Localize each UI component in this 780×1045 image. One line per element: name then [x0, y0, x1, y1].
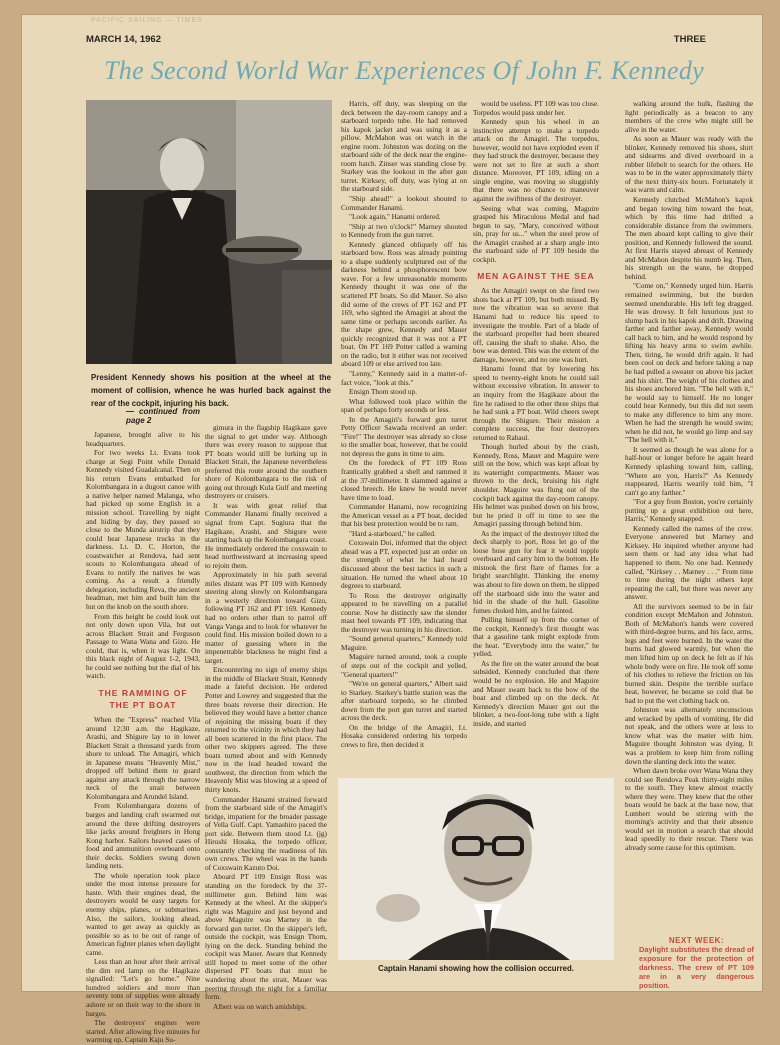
paragraph: As the fire on the water around the boat subsided, Kennedy concluded that there would be no explosion. He and Maguire and Mauer swam back to the bow of the boat and climbed up on the deck. At Kennedy's direction Mauer got out the blinker, a two-foot-long tube with a light inside, and started [473, 658, 599, 728]
paragraph: The destroyers' engines were started. After allowing five minutes for warming up, Captain Kaju Su- [86, 1018, 200, 1045]
paragraph: Encountering no sign of enemy ships in the middle of Blackett Strait, Kennedy made a fateful decision. He ordered Potter and Lowrey and suggested that the three boats reverse their direction. He believed they would have a better chance of rejoining the missing boats if they returned to the vicinity in which they had all been scattered in the first place. The other two skippers agreed. The three boats turned about and with Kennedy now in the lead headed toward the southwest, the direction from which the Heavenly Mist was blowing at a speed of thirty knots. [205, 665, 327, 794]
next-week-heading: NEXT WEEK: [668, 936, 725, 945]
paragraph: The whole operation took place under the most intense pressure for haste. With their engines dead, the destroyers would be easy targets for enemy ships, planes, or submarines. Also, the sailors, looking ahead, wanted to get away as quickly as possible so as to be out of range of American fighter planes when daylight came. [86, 870, 200, 957]
paragraph: In the Amagiri's forward gun turret Petty Officer Sawada received an order: "Fire!" The destroyer was already so close to the smaller boat, however, that he could not depress the guns in time to aim. [341, 414, 467, 458]
paragraph: Japanese, brought alive to his headquarters. [86, 430, 200, 448]
paragraph: All the survivors seemed to be in fair condition except McMahon and Johnston. Both of McMahon's hands were covered with third-degree burns, and his face, arms, legs and feet were burned. In the water the burns had glowed warmly, but when the men lifted him up on deck he felt as if his whole body were on fire. He took off some of his clothes to relieve the friction on his burned skin. Despite the terrible surface heat, however, he became so cold that he had to put the wet clothing back on. [625, 601, 753, 705]
paragraph: "Come on," Kennedy urged him. Harris remained swimming, but the burden seemed unendurable. His left leg dragged. He was drowsy. It felt luxurious just to slump back in his kapok and drift. Drawing farther and farther away, Kennedy would call back to him, and he would respond by lifting his heavy arms to swim awhile. Then, tiring, he would drift again. It had been cool on deck and before taking a nap he had pulled a sweater on above his jacket and his shirt. The weight of his clothes and his shoes anchored him. "The hell with it," he would say to himself. He no longer could hear Kennedy, but this did not seem to make any difference to him any more. When he had the strength he would swim; when he did not, he would go limp and say "The hell with it." [625, 281, 753, 445]
paragraph: As the impact of the destroyer tilted the deck sharply to port, Ross let go of the loose hose gun for fear it would topple overboard and carry him to the bottom. He mistook the first flare of flames for a bright searchlight. Thinking the enemy was about to fire down on them, he slipped off the starboard side into the water and hid in the shade of the hull. Gasoline fumes choked him, and he fainted. [473, 528, 599, 615]
paragraph: Harris, off duty, was sleeping on the deck between the day-room canopy and a starboard torpedo tube. He had removed his kapok jacket and was using it as a pillow. McMahon was on watch in the engine room. Johnston was dozing on the starboard side of the deck near the engine-room hatch. Zinser was standing close by. Starkey was the lookout in the after gun turret. Kirksey, off duty, was lying at on the starboard side. [341, 99, 467, 194]
photo-bottom-caption: Captain Hanami showing how the collision occurred. [378, 964, 574, 973]
article-column-2 [205, 423, 327, 1011]
paragraph: As the Amagiri swept on she fired two shots back at PT 109, but both missed. By now the vibration was so severe that Hanami had to reduce his speed to investigate the trouble. Part of a blade of the starboard propeller had been sheared off, causing the shaft to shake. Also, the bow was dented. This was the extent of the damage, however, and no one was hurt. [473, 286, 599, 364]
paragraph: would be useless. PT 109 was too close. Torpedos would pass under her. [473, 99, 599, 117]
paragraph: On the foredeck of PT 109 Ross frantically grabbed a shell and rammed it at the 37-millimeter. It slammed against a closed breech. He knew he would never have time to load. [341, 458, 467, 502]
paragraph: "Sound general quarters," Kennedy told Maguire. [341, 634, 467, 652]
paragraph: "We're on general quarters," Albert said to Starkey. Starkey's battle station was the after starboard torpedo, so he climbed down from the port gun turret and started across the deck. [341, 679, 467, 723]
paragraph: Aboard PT 109 Ensign Ross was standing on the foredeck by the 37-millimeter gun. Behind him was Kennedy at the wheel. At the skipper's right was Maguire and just beyond and above Maguire was Marney in the forward gun turret. On the skipper's left, outside the cockpit, was Ensign Thom, lying on the deck. Standing behind the cockpit was Mauer. Aware that Kennedy still hoped to meet some of the other dispersed PT boats that must be wandering about the strait, Mauer was peering through the night for a familiar form. [205, 872, 327, 1002]
photo-top-caption: President Kennedy shows his position at the wheel at the moment of collision, whence he was hurled back against the rear of the cockpit, injuring his back. [91, 373, 331, 408]
hanami-photo-image [338, 778, 614, 960]
photo-kennedy [86, 100, 332, 364]
paragraph: walking around the hulk, flashing the light periodically as a beacon to any members of the crew who might still be alive in the water. [625, 99, 753, 134]
paragraph: Approximately in his path several miles distant was PT 109 with Kennedy steering along slowly on Kolombangara in a westerly direction toward Gizo, following PT 162 and PT 169. Kennedy had no orders other than to patrol off Vanga Vanga and to look for whatever he could find. His mission boiled down to a matter of guessing where in the impenetrable blackness he might find a target. [205, 570, 327, 665]
paragraph: Seeing what was coming, Maguire grasped his Miraculous Medal and had begun to say, "Mary, conceived without sin, pray for us..." when the steel prow of the Amagiri crashed at a sharp angle into the starboard side of PT 109 beside the cockpit. [473, 203, 599, 264]
paragraph: "Lenny," Kennedy said in a matter-of-fact voice, "look at this." [341, 368, 467, 387]
paragraph: It seemed as though he was alone for a half-hour or longer before he again heard Kennedy splashing toward him, calling, "Where are you, Harris?" As Kennedy reappeared, Harris wearily told him, "I can't go any farther." [625, 444, 753, 497]
paragraph: As soon as Mauer was ready with the blinker, Kennedy removed his shoes, shirt and sidearms and dived overboard in a rubber lifebelt to search for the others. He was to be in the water approximately thirty of the next thirty-six hours. Fortunately it was warm and calm. [625, 134, 753, 195]
page-number: THREE [673, 34, 706, 45]
paragraph: Commander Hanami strained forward from the starboard side of the Amagiri's bridge, impatient for the broader passage of Vella Gulf. Capt. Yamashiro paced the port side. Between them stood Lt. (jg) Hiroshi Hosaka, the torpedo officer, constantly checking the readiness of his own crews. The wheel was in the hands of Coxswain Kazuto Doi. [205, 794, 327, 872]
paragraph: Johnston was alternately unconscious and wracked by spells of vomiting. He did not speak, and the others were at loss to know what was the matter with him. Maguire thought Johnston was dying. It was a problem to keep him from rolling down the slanting deck into the water. [625, 705, 753, 766]
paragraph: Kennedy spun his wheel in an instinctive attempt to make a torpedo attack on the Amagiri. The torpedos, however, would not have exploded even if they had struck the destroyer, because they were not set to fire at such a short distance. Moreover, PT 109, idling on a single engine, was moving so sluggishly that there was no chance to maneuver against the swiftness of the destroyer. [473, 117, 599, 204]
paragraph: Coxswain Doi, informed that the object ahead was a PT, expected just an order on the strength of what he had heard discussed about the best tactics in such a situation. He turned the wheel about 10 degrees to starboard. [341, 538, 467, 591]
paragraph: Albert was on watch amidships. [213, 1001, 307, 1011]
subhead-men-against-sea: MEN AGAINST THE SEA [477, 271, 595, 282]
paragraph: When the "Express" reached Vila around 12:30 a.m. the Hagikaze, Arashi, and Shigure lay to in lower Blackett Strait a thousand yards from shore to unload. The Amagiri, which in Japanese means "Heavenly Mist," dropped off behind them to guard against any attack through the narrow neck of the strait between Kolombangara and Arundel Island. [86, 714, 200, 801]
next-week-teaser [639, 936, 754, 990]
paragraph: Pulling himself up from the corner of the cockpit, Kennedy's first thought was that a gasoline tank might explode from the heat. "Everybody into the water," he yelled. [473, 615, 599, 659]
article-column-5 [625, 100, 753, 926]
paragraph: Commander Hanami, now recognizing the American vessel as a PT boat, decided that his best protection would be to ram. [341, 502, 467, 529]
faint-masthead: PACIFIC SAILING — TIMES [91, 17, 203, 24]
paragraph: On the bridge of the Amagiri, Lt. Hosaka considered ordering his torpedo crews to fire, then decided it [341, 722, 467, 749]
article-title: The Second World War Experiences Of John F. Kennedy [104, 56, 704, 85]
paragraph: When dawn broke over Wana Wana they could see Rendova Peak thirty-eight miles to the south. They knew almost exactly where they were. They knew that the other boats would be back at the base now, that Lumbert would be stirring with the morning's activity and that their absence would set in motion a search that should lead speedily to their rescue. There was already some cause for this optimism. [625, 766, 753, 853]
paragraph: Maguire turned around, took a couple of steps out of the cockpit and yelled, "General quarters!" [341, 652, 467, 679]
paragraph: gimura in the flagship Hagikaze gave the signal to get under way. Although there was every reason to suppose that PT boats would still be lurking up in Blackett Strait, the Japanese nevertheless preferred this route around the southern shore of Kolombangara to the risk of going out through Kula Gulf and meeting destroyers or cruisers. [205, 423, 327, 501]
paragraph: "Ship ahead!" a lookout shouted to Commander Hanami. [341, 194, 467, 212]
paragraph: Kennedy called the names of the crew. Everyone answered but Marney and Kirksey. He inquired whether anyone had seen them or had any idea what had happened to them. No one had. Kennedy called, "Kirksey . . Marney . . ." From time to time during the night others kept repeating the call, but there was never any answer. [625, 523, 753, 602]
article-column-4 [473, 100, 599, 770]
paragraph: From Kolombangara dozens of barges and landing craft swarmed out around the three drifting destroyers like jacks around freighters in Hong Kong harbor. Sailors heaved cases of food and ammunition overboard onto their decks. Soldiers swung down landing nets. [86, 801, 200, 871]
article-column-1 [86, 407, 200, 1045]
paragraph: Ensign Thom stood up. [349, 387, 417, 397]
paragraph: Though hurled about by the crash, Kennedy, Ross, Mauer and Maguire were still on the bow, which was kept afloat by its watertight compartments. Mauer was thrown to the deck, bruising his right shoulder. Maguire was flung out of the cockpit back against the day-room canopy. His helmet was pushed down on his brow, but he pried it off in time to see the Amagiri passing through behind him. [473, 442, 599, 529]
next-week-body: Daylight substitutes the dread of exposure for the protection of darkness. The crew of PT 109 are in a very dangerous position. [639, 945, 754, 990]
kennedy-photo-image [86, 100, 332, 364]
paragraph: "For a guy from Boston, you're certainly putting up a great exhibition out here, Harris," Kennedy snapped. [625, 497, 753, 524]
paragraph: What followed took place within the span of perhaps forty seconds or less. [341, 396, 467, 415]
continued-note: — continued from page 2 [126, 407, 200, 425]
paragraph: Kennedy glanced obliquely off his starboard bow. Ross was already pointing to a shape suddenly sculptured out of the darkness behind a phosphorescent bow wave. For a few unreasonable moments Kennedy thought it was one of the scattered PT boats. So did Mauer. So also did some of the crews of PT 162 and PT 169, who sighted the Amagiri at about the same time or perhaps seconds earlier. As the shape grew, Kennedy and Mauer quickly recognized that it was not a PT boat. On PT 169 Potter called a warning on the radio, but it either was not received aboard 109 or else arrived too late. [341, 239, 467, 369]
paragraph: From this height he could look out not only down upon Vila, but out across Blackett Strait and Ferguson Passage to Wana Wana and Gizo. He could, that is, when it was light. On this black night of August 1-2, 1943, he could see nothing but the dial of his watch. [86, 611, 200, 681]
issue-date: MARCH 14, 1962 [86, 34, 161, 45]
paragraph: For two weeks Lt. Evans took charge at Segi Point while Donald Kennedy visited Guadalcanal. Then on his return Evans embarked for Kolombangara in a dugout canoe with a native helper named Malanga, who had picked up some English in a mission school. Travelling by night and hiding by day, they passed so close to the Munda airstrip that they could hear Japanese trucks in the darkness. Lt. D. C. Horton, the coastwatcher at Rendova, had sent scouts to Kolombangara ahead of Evans to notify the natives he was coming. As a result a friendly delegation, including Reva, the ancient headman, met him and built him the hut on the knob on the south shore. [86, 448, 200, 612]
paragraph: To Ross the destroyer originally appeared to be travelling on a parallel course. Now he distinctly saw the slender mast heel towards PT 109, indicating that the destroyer was turning in his direction. [341, 590, 467, 634]
page-header [86, 34, 706, 50]
paragraph: Less than an hour after their arrival the dim red lamp on the Hagikaze signalled: "Let's go home." Nine hundred soldiers and more than seventy tons of supplies were already ashore or on their way to the shore in barges. [86, 957, 200, 1018]
paragraph: Kennedy clutched McMahon's kapok and began towing him toward the boat, which by this time had drifted a considerable distance from the swimmers. The men aboard kept calling to give their position, and Kennedy followed the sound. At first Harris stayed abreast of Kennedy and McMahon despite his numb leg. Then, his strength on the wane, he dropped behind. [625, 195, 753, 281]
paragraph: "Ship at two o'clock!" Marney shouted to Kennedy from the gun turret. [341, 221, 467, 240]
paragraph: Hanami found that by lowering his speed to twenty-eight knots he could sail without excessive vibration. In answer to an inquiry from the Hagikaze about the fire he radioed to the other three ships that he had sunk a PT boat. Wild cheers swept through the Shigure. Their mission a complete success, the four destroyers returned to Rabaul. [473, 364, 599, 442]
newspaper-page [21, 14, 763, 1045]
paragraph: "Hard a-starboard," he called. [349, 528, 436, 538]
photo-hanami [338, 778, 614, 960]
paragraph: "Look again," Hanami ordered. [349, 212, 441, 222]
subhead-ramming: THE RAMMING OF THE PT BOAT [98, 687, 188, 710]
paragraph: It was with great relief that Commander Hanami finally received a signal from Capt. Sugiura that the Hagikaze, Arashi, and Shigure were starting back up the Kolombangara coast. He immediately ordered the coxswain to head northwestward at increasing speed to rejoin them. [205, 500, 327, 570]
